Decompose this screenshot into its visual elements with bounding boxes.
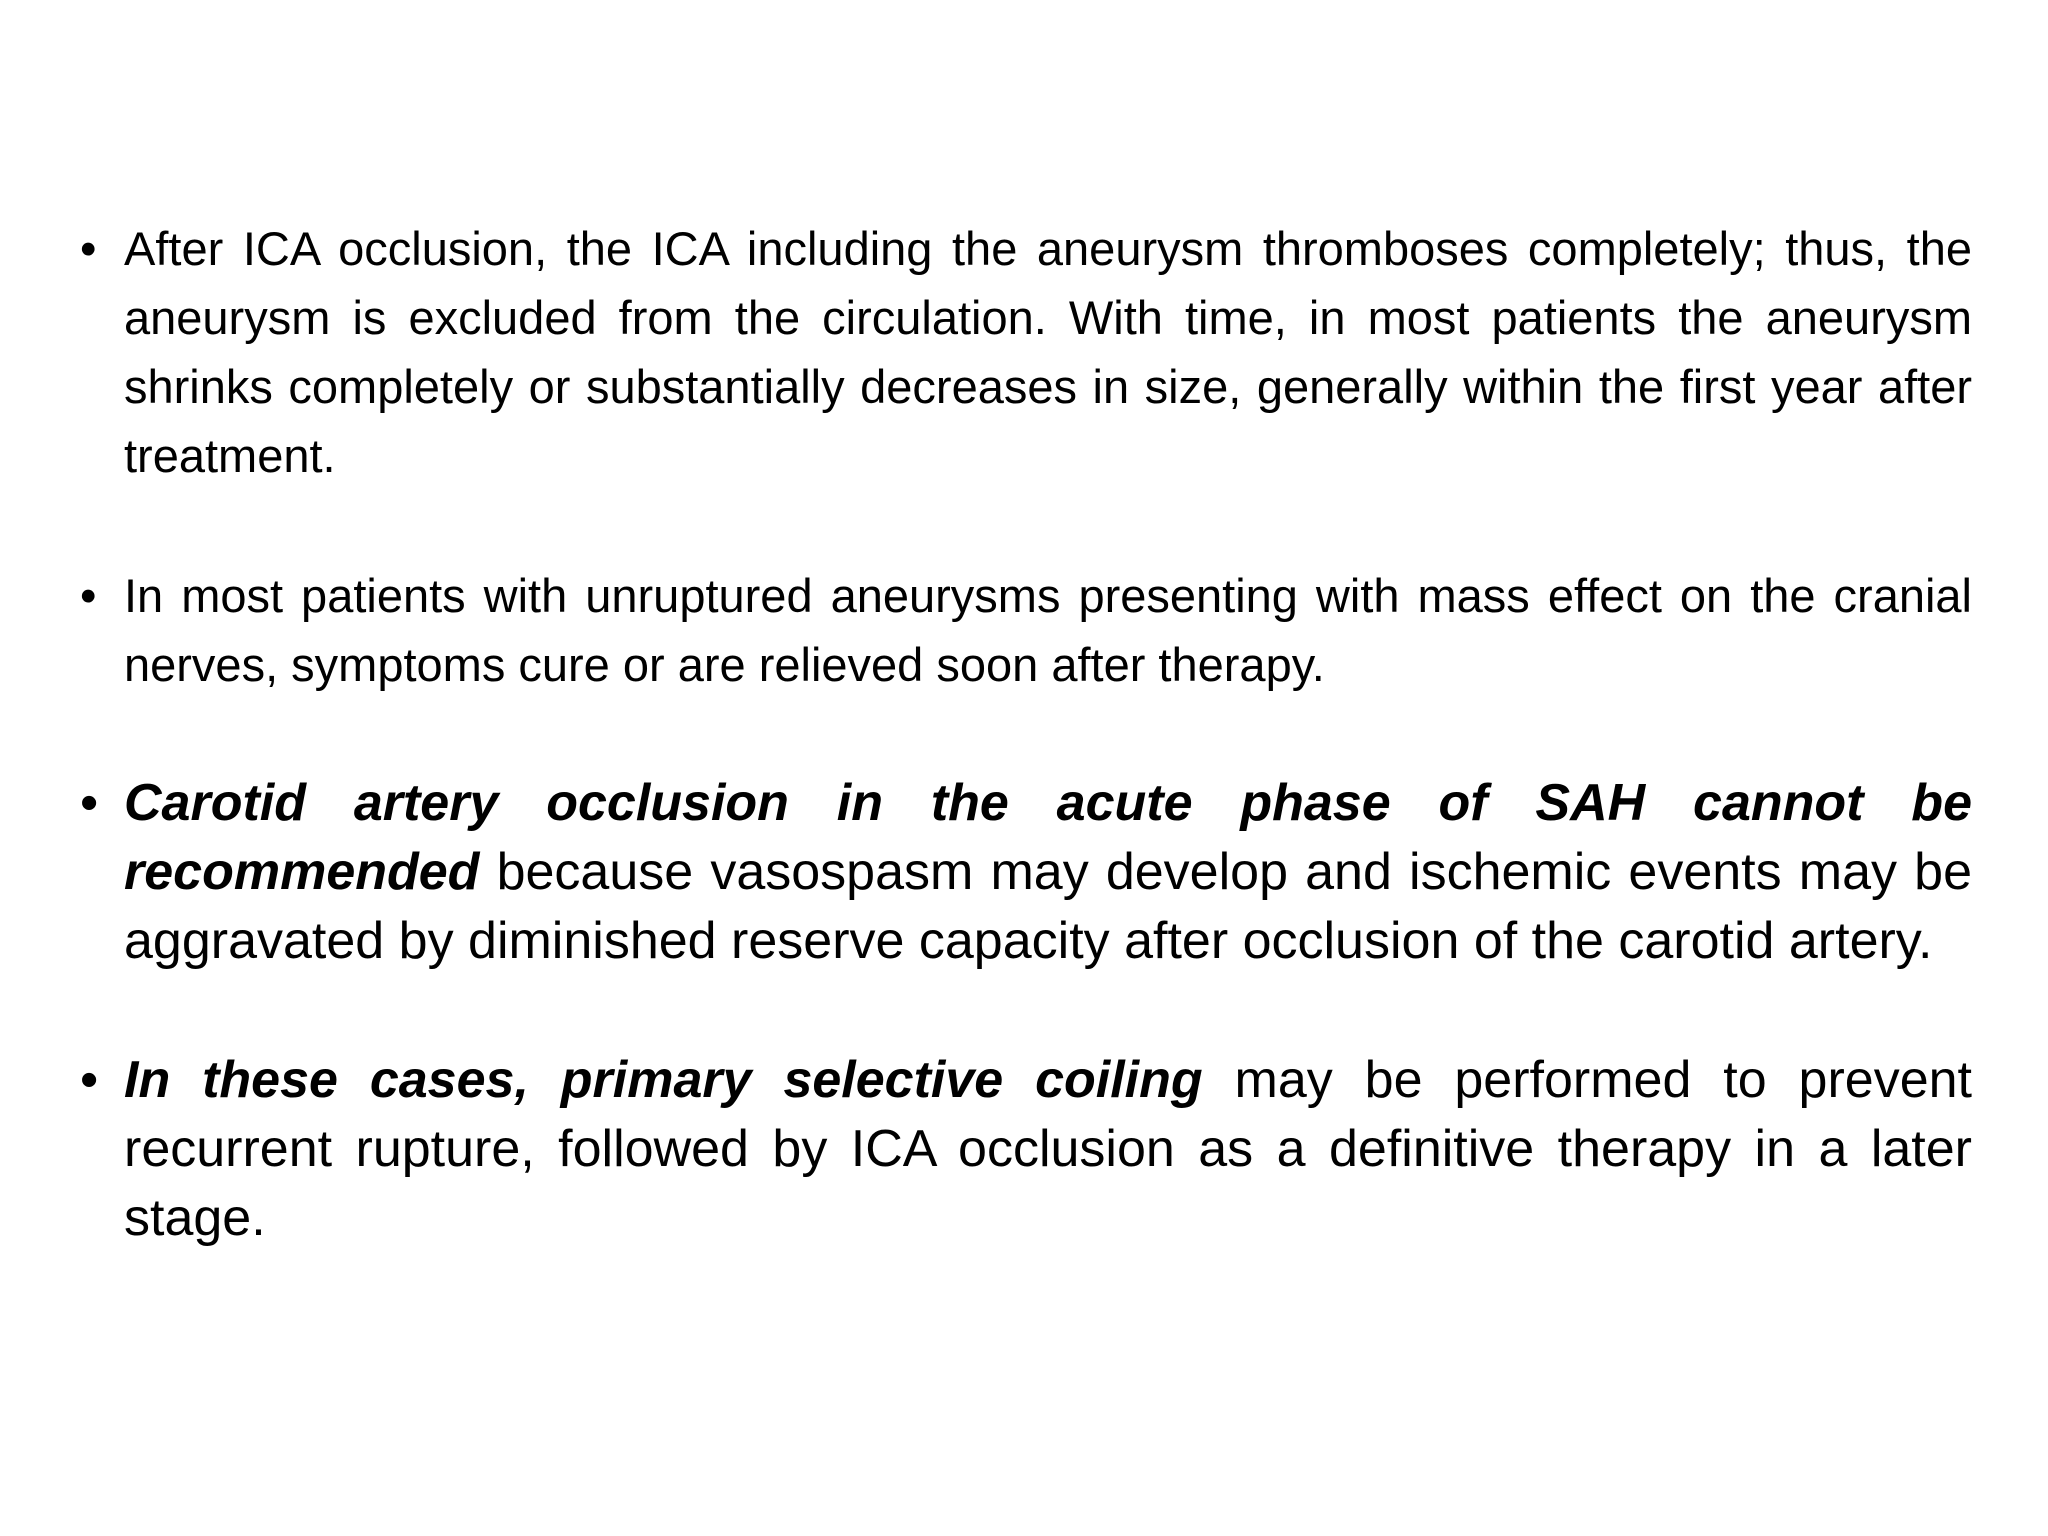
bullet-text: In most patients with unruptured aneurysms presenting with mass effect on the cranial nerves, symptoms cure or are relieved soon after therapy. [124, 569, 1972, 691]
bullet-text: because vasospasm may develop and ischemic events may be aggravated by diminished reserve capacity after occlusion of the carotid artery. [124, 843, 1972, 970]
bullet-emphasis: Carotid artery occlusion in the acute phase of SAH cannot be recommended [124, 774, 1972, 901]
bullet-item-acute-sah [80, 769, 1972, 976]
bullet-item-mass-effect [80, 561, 1972, 699]
bullet-marker: • [80, 774, 99, 832]
bullet-marker: • [80, 1051, 99, 1109]
bullet-item-ica-occlusion [80, 214, 1972, 490]
bullet-item-selective-coiling [80, 1046, 1972, 1253]
bullet-marker: • [80, 222, 97, 275]
bullet-text: After ICA occlusion, the ICA including the aneurysm thromboses completely; thus, the aneurysm is excluded from the circulation. With time, in most patients the aneurysm shrinks completely or substantially decreases in size, generally within the first year after treatment. [124, 222, 1972, 482]
bullet-text: may be performed to prevent recurrent rupture, followed by ICA occlusion as a definitive therapy in a later stage. [124, 1051, 1972, 1247]
bullet-emphasis: In these cases, primary selective coiling [124, 1051, 1203, 1109]
bullet-marker: • [80, 569, 97, 622]
bullet-list [80, 214, 1972, 1253]
